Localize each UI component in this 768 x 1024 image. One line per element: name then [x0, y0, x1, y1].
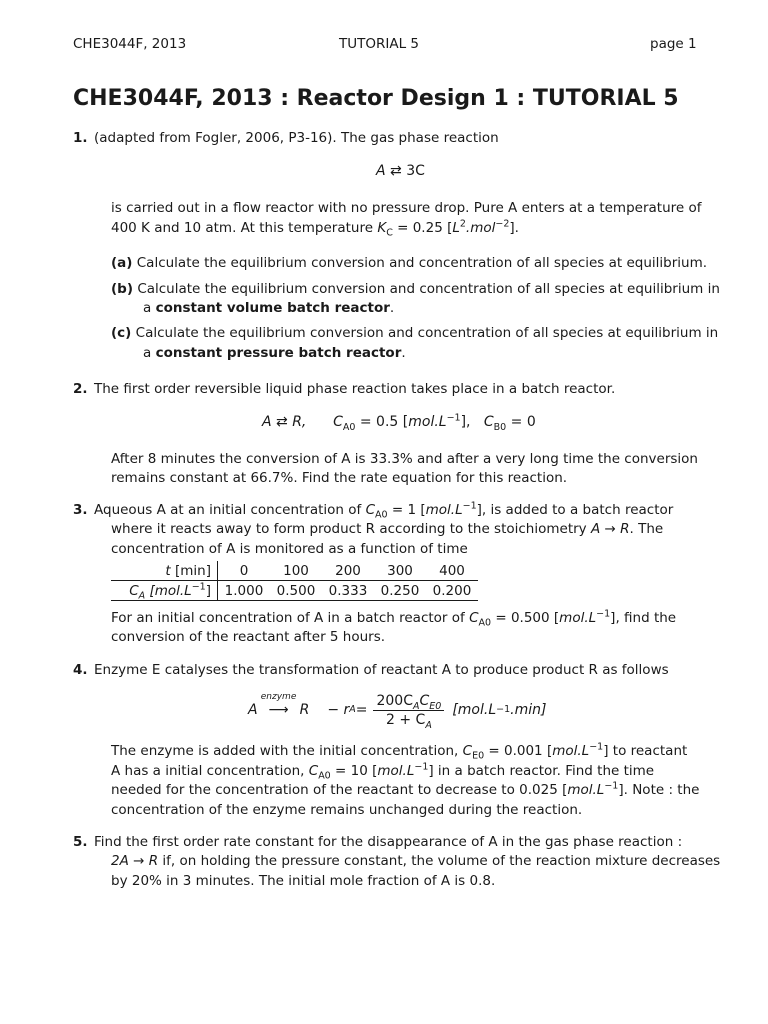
q4-text-line2: A has a initial concentration, $C_{A0} = 10$ $[mol.L^{-1}]$ in a batch reactor. Find the time — [111, 761, 655, 782]
page-title: CHE3044F, 2013 : Reactor Design 1 : TUTORIAL 5 — [73, 86, 679, 111]
table-cell: 300 — [387, 562, 413, 579]
q3-text-line2: where it reacts away to form product R according to the stoichiometry A → R. The — [111, 521, 664, 537]
q1-reaction-equation: A ⇄ 3C — [376, 163, 425, 179]
q4-text-line1: The enzyme is added with the initial concentration, $C_{E0} = 0.001$ $[mol.L^{-1}]$ to reactant — [111, 741, 688, 762]
q2-text-line1: After 8 minutes the conversion of A is 33.3% and after a very long time the conversion — [111, 451, 698, 467]
q3-data-table — [111, 561, 478, 601]
table-row — [111, 561, 478, 581]
table-cell: 1.000 — [224, 582, 264, 599]
enzyme-arrow: enzyme ⟶ — [260, 692, 297, 718]
q1-part-c-line2: a constant pressure batch reactor. — [143, 345, 406, 361]
q4-intro: Enzyme E catalyses the transformation of reactant A to produce product R as follows — [94, 662, 669, 678]
header-tutorial: TUTORIAL 5 — [339, 36, 419, 52]
q2-text-line2: remains constant at 66.7%. Find the rate equation for this reaction. — [111, 470, 568, 486]
q3-text-line3: concentration of A is monitored as a function of time — [111, 541, 468, 557]
table-cell: 100 — [283, 562, 309, 579]
rate-fraction: $\frac{200C_AC_{E0}}{2 + C_A}$ — [373, 693, 444, 728]
table-cell: 0.500 — [276, 582, 316, 599]
table-cell: 400 — [439, 562, 465, 579]
q4-text-line4: concentration of the enzyme remains unchanged during the reaction. — [111, 802, 583, 818]
q5-text-line1: Find the first order rate constant for the disappearance of A in the gas phase reaction : — [94, 834, 683, 850]
q3-text-line1: Aqueous A at an initial concentration of $C_{A0} = 1$ $[mol.L^{-1}]$, is added to a batch reactor — [94, 500, 674, 521]
q1-intro: (adapted from Fogler, 2006, P3-16). The gas phase reaction — [94, 130, 499, 146]
q3-text-line5: conversion of the reactant after 5 hours. — [111, 629, 386, 645]
q1-part-b-line2: a constant volume batch reactor. — [143, 300, 395, 316]
q5-text-line2: 2A → R if, on holding the pressure constant, the volume of the reaction mixture decreases — [111, 853, 721, 869]
header-course: CHE3044F, 2013 — [73, 36, 187, 52]
header-page-number: page 1 — [650, 36, 697, 52]
q2-equation: A ⇄ R, $C_{A0} = 0.5$ $[mol.L^{-1}]$, $C_{B0} = 0$ — [262, 412, 536, 433]
q4-number: 4. — [73, 662, 88, 678]
q3-text-line4: For an initial concentration of A in a batch reactor of $C_{A0} = 0.500$ $[mol.L^{-1}]$, find the — [111, 608, 677, 629]
q1-part-b-line1: (b) Calculate the equilibrium conversion and concentration of all species at equilibrium in — [111, 281, 720, 297]
table-row — [111, 581, 478, 601]
table-cell: 200 — [335, 562, 361, 579]
q1-part-c-line1: (c) Calculate the equilibrium conversion and concentration of all species at equilibrium in — [111, 325, 719, 341]
q4-text-line3: needed for the concentration of the reactant to decrease to 0.025 $[mol.L^{-1}]$. Note : the — [111, 780, 700, 798]
q5-text-line3: by 20% in 3 minutes. The initial mole fraction of A is 0.8. — [111, 873, 496, 889]
q2-intro: The first order reversible liquid phase reaction takes place in a batch reactor. — [94, 381, 616, 397]
table-row-label: $C_A$ $[mol.L^{-1}]$ — [111, 581, 218, 601]
q1-part-a: (a) Calculate the equilibrium conversion and concentration of all species at equilibrium. — [111, 255, 708, 271]
q4-rate-equation: A enzyme ⟶ R − r A = $\frac{200C_AC_{E0}}{2 + C_A}$ [mol.L −1 .min] — [248, 692, 547, 731]
table-cell: 0.333 — [328, 582, 368, 599]
q5-number: 5. — [73, 834, 88, 850]
q1-text-line2: 400 K and 10 atm. At this temperature $K_C = 0.25$ $[L^2.mol^{-2}]$. — [111, 218, 519, 239]
table-cell: 0.200 — [432, 582, 472, 599]
q1-number: 1. — [73, 130, 88, 146]
table-row-label: t [min] — [111, 561, 218, 581]
q2-number: 2. — [73, 381, 88, 397]
table-cell: 0.250 — [380, 582, 420, 599]
table-cell: 0 — [239, 562, 249, 579]
q3-number: 3. — [73, 502, 88, 518]
q1-text-line1: is carried out in a flow reactor with no pressure drop. Pure A enters at a temperature of — [111, 200, 702, 216]
